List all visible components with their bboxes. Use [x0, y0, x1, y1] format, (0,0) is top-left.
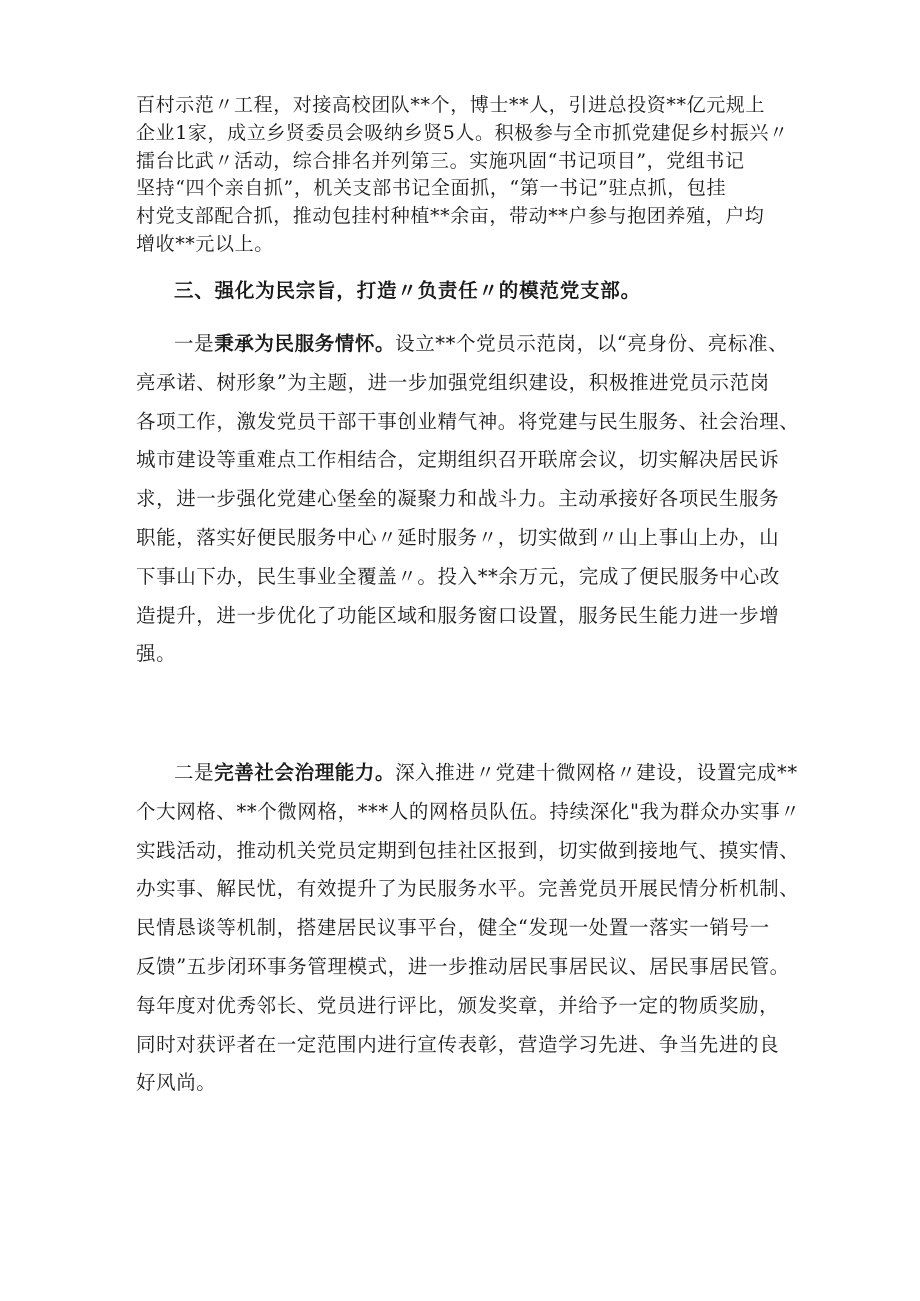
text-line: 增收**元以上。 — [136, 232, 274, 255]
text-line: 个大网格、**个微网格，***人的网格员队伍。持续深化"我为群众办实事〃 — [136, 799, 801, 823]
text-line: 民情恳谈等机制，搭建居民议事平台，健全“发现一处置一落实一销号一 — [136, 916, 770, 940]
text-line: 村党支部配合抓，推动包挂村种植**余亩，带动**户参与抱团养殖，户均 — [136, 205, 765, 228]
lead-rest: 深入推进〃党建十微网格〃建设，设置完成** — [395, 761, 798, 784]
text-line: 亮承诺、树形象”为主题，进一步加强党组织建设，积极推进党员示范岗 — [136, 370, 770, 394]
lead-prefix: 一是 — [174, 332, 215, 355]
text-line: 职能，落实好便民服务中心〃延时服务〃，切实做到〃山上事山上办，山 — [136, 525, 780, 549]
text-line: 城市建设等重难点工作相结合，定期组织召开联席会议，切实解决居民诉 — [136, 448, 780, 472]
lead-bold-title: 完善社会治理能力。 — [214, 761, 396, 784]
text-line: 反馈”五步闭环事务管理模式，进一步推动居民事居民议、居民事居民管。 — [136, 954, 790, 978]
text-line: 下事山下办，民生事业全覆盖〃。投入**余万元，完成了便民服务中心改 — [136, 564, 780, 588]
paragraph-serve-people — [136, 325, 800, 674]
lead-bold-title: 秉承为民服务情怀。 — [214, 332, 396, 355]
lead-prefix: 二是 — [174, 761, 215, 784]
text-line: 百村示范〃工程，对接高校团队**个，博士**人，引进总投资**亿元规上 — [136, 94, 766, 116]
text-line: 实践活动，推动机关党员定期到包挂社区报到，切实做到接地气、摸实情、 — [136, 838, 800, 862]
paragraph-village-demo — [136, 92, 791, 259]
text-line: 办实事、解民忧，有效提升了为民服务水平。完善党员开展民情分析机制、 — [136, 877, 800, 901]
section-heading: 三、强化为民宗旨，打造〃负责任〃的模范党支部。 — [174, 279, 641, 302]
text-line: 坚持“四个亲自抓”，机关支部书记全面抓，“第一书记”驻点抓，包挂 — [136, 177, 727, 200]
lead-rest: 设立**个党员示范岗，以“亮身份、亮标准、 — [395, 332, 789, 355]
text-line: 每年度对优秀邻长、党员进行评比，颁发奖章，并给予一定的物质奖励， — [136, 993, 780, 1017]
paragraph-social-governance — [136, 754, 801, 1103]
text-line: 好风尚。 — [136, 1071, 217, 1095]
text-line: 各项工作，激发党员干部干事创业精气神。将党建与民生服务、社会治理、 — [136, 409, 800, 433]
text-line-first — [136, 754, 798, 793]
text-line: 擂台比武〃活动，综合排名并列第三。实施巩固“书记项目”，党组书记 — [136, 149, 745, 172]
text-line: 同时对获评者在一定范围内进行宣传表彰，营造学习先进、争当先进的良 — [136, 1032, 780, 1056]
text-line: 造提升，进一步优化了功能区域和服务窗口设置，服务民生能力进一步增 — [136, 603, 780, 627]
text-line-first — [136, 325, 791, 364]
text-line: 企业1家，成立乡贤委员会吸纳乡贤5人。积极参与全市抓党建促乡村振兴〃 — [136, 121, 789, 144]
text-line: 求，进一步强化党建心堡垒的凝聚力和战斗力。主动承接好各项民生服务 — [136, 487, 780, 511]
text-line: 强。 — [136, 642, 177, 666]
